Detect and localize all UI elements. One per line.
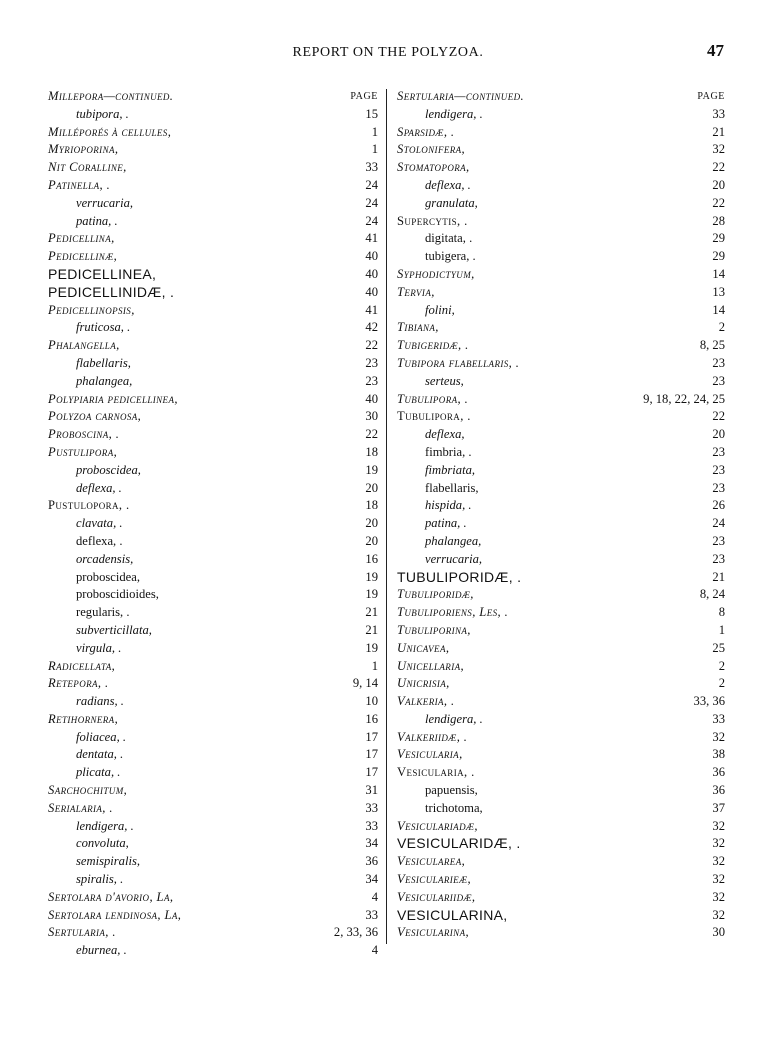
index-term: Pedicellina,: [48, 231, 118, 245]
page-refs: 32: [709, 729, 725, 747]
index-entry: [397, 782, 725, 800]
page-refs: 1: [369, 141, 378, 159]
index-term: Radicellata,: [48, 659, 118, 673]
page-refs: 8, 25: [697, 337, 725, 355]
index-term: Pustulipora,: [48, 445, 120, 459]
continued-heading: Millepora—continued.: [48, 89, 176, 103]
index-entry: [397, 230, 725, 248]
index-entry: [48, 622, 378, 640]
page-refs: 32: [709, 907, 725, 925]
index-term: clavata, .: [76, 516, 126, 530]
index-entry: [397, 213, 725, 231]
page-refs: 42: [362, 319, 378, 337]
index-term: lendigera, .: [425, 712, 486, 726]
index-term: proboscidea,: [76, 570, 143, 584]
index-term: Tubuliporiens, Les, .: [397, 605, 511, 619]
index-term: Unicrisia,: [397, 676, 453, 690]
index-term: convoluta,: [76, 836, 132, 850]
index-entry: [48, 586, 378, 604]
index-term: Tubigeridæ, .: [397, 338, 472, 352]
index-entry: [48, 693, 378, 711]
index-entry: [397, 124, 725, 142]
index-entry: [48, 319, 378, 337]
index-term: plicata, .: [76, 765, 123, 779]
index-entry: [397, 426, 725, 444]
index-term: proboscidioides,: [76, 587, 162, 601]
page-refs: 8, 24: [697, 586, 725, 604]
page-refs: 24: [709, 515, 725, 533]
index-entry: [397, 159, 725, 177]
page-refs: 4: [369, 942, 378, 960]
index-term: Supercytis, .: [397, 214, 471, 228]
index-entry: [397, 569, 725, 587]
page-refs: 1: [369, 124, 378, 142]
index-entry: [48, 462, 378, 480]
page-refs: 20: [362, 515, 378, 533]
index-term: flabellaris,: [425, 481, 482, 495]
index-term: Tibiana,: [397, 320, 442, 334]
index-term: Vesiculariidæ,: [397, 890, 478, 904]
index-entry: [48, 782, 378, 800]
index-entry: [48, 907, 378, 925]
page-refs: 23: [362, 355, 378, 373]
index-term: VESICULARINA,: [397, 907, 511, 923]
index-entry: [397, 729, 725, 747]
continued-heading: Sertularia—continued.: [397, 89, 527, 103]
index-term: PEDICELLINEA,: [48, 266, 159, 282]
index-entry: [397, 373, 725, 391]
index-term: serteus,: [425, 374, 467, 388]
index-term: Stolonifera,: [397, 142, 468, 156]
index-term: deflexa, .: [76, 481, 125, 495]
index-term: papuensis,: [425, 783, 481, 797]
index-column-left: [48, 88, 378, 960]
page-refs: 41: [362, 230, 378, 248]
index-term: Polypiaria pedicellinea,: [48, 392, 181, 406]
index-term: digitata, .: [425, 231, 475, 245]
index-entry: [397, 480, 725, 498]
index-entry: [397, 302, 725, 320]
page-refs: 2: [716, 658, 725, 676]
page-refs: 14: [709, 266, 725, 284]
index-term: TUBULIPORIDÆ, .: [397, 569, 524, 585]
page-refs: 21: [362, 622, 378, 640]
page-refs: 33: [709, 711, 725, 729]
index-entry: [397, 391, 725, 409]
page-refs: 10: [362, 693, 378, 711]
page-refs: 26: [709, 497, 725, 515]
index-term: Tubulipora, .: [397, 409, 474, 423]
page-refs: 41: [362, 302, 378, 320]
page-refs: 33: [709, 106, 725, 124]
index-entry: [48, 640, 378, 658]
page-refs: 29: [709, 230, 725, 248]
index-term: PEDICELLINIDÆ, .: [48, 284, 177, 300]
page-refs: 33: [362, 818, 378, 836]
index-entry: [48, 497, 378, 515]
index-entry: [48, 604, 378, 622]
index-term: virgula, .: [76, 641, 124, 655]
page-refs: 32: [709, 853, 725, 871]
index-entry: [48, 853, 378, 871]
page-refs: 24: [362, 213, 378, 231]
page-refs: 34: [362, 835, 378, 853]
index-term: Vesicularia, .: [397, 765, 478, 779]
index-term: tubigera, .: [425, 249, 479, 263]
index-term: Pedicellinæ,: [48, 249, 120, 263]
index-entry: [48, 124, 378, 142]
page-refs: 20: [709, 426, 725, 444]
index-term: semispiralis,: [76, 854, 143, 868]
page-refs: 28: [709, 213, 725, 231]
index-entry: [397, 408, 725, 426]
page-refs: 14: [709, 302, 725, 320]
index-term: deflexa, .: [425, 178, 474, 192]
index-term: VESICULARIDÆ, .: [397, 835, 524, 851]
index-entry: [48, 924, 378, 942]
index-term: Sertolara lendinosa, La,: [48, 908, 184, 922]
index-entry: [397, 871, 725, 889]
column-heading-row: [397, 88, 725, 106]
index-entry: [48, 675, 378, 693]
page-refs: 30: [709, 924, 725, 942]
index-entry: [48, 444, 378, 462]
page-refs: 13: [709, 284, 725, 302]
index-term: patina, .: [425, 516, 470, 530]
index-term: dentata, .: [76, 747, 126, 761]
index-term: Tubipora flabellaris, .: [397, 356, 522, 370]
index-entry: [48, 408, 378, 426]
index-entry: [397, 711, 725, 729]
index-term: Valkeria, .: [397, 694, 458, 708]
index-term: Myrioporina,: [48, 142, 121, 156]
page-refs: 4: [369, 889, 378, 907]
page-refs: 32: [709, 889, 725, 907]
index-column-right: [397, 88, 725, 942]
index-term: tubipora, .: [76, 107, 132, 121]
page-refs: 21: [709, 124, 725, 142]
index-term: Vesicularina,: [397, 925, 472, 939]
index-term: Polyzoa carnosa,: [48, 409, 144, 423]
index-entry: [397, 604, 725, 622]
index-entry: [48, 141, 378, 159]
index-entry: [48, 729, 378, 747]
index-term: deflexa, .: [76, 534, 126, 548]
index-term: fimbriata,: [425, 463, 478, 477]
index-entry: [48, 800, 378, 818]
index-entry: [397, 319, 725, 337]
page-refs: 37: [709, 800, 725, 818]
index-term: Sarchochitum,: [48, 783, 130, 797]
index-entry: [48, 889, 378, 907]
page-refs: 19: [362, 640, 378, 658]
index-entry: [48, 551, 378, 569]
index-term: radians, .: [76, 694, 127, 708]
page-refs: 25: [709, 640, 725, 658]
index-term: orcadensis,: [76, 552, 136, 566]
page-number: 47: [707, 41, 724, 60]
index-entry: [397, 853, 725, 871]
page-refs: 33: [362, 159, 378, 177]
page-refs: 32: [709, 818, 725, 836]
index-term: hispida, .: [425, 498, 475, 512]
index-term: Phalangella,: [48, 338, 123, 352]
page-refs: 40: [362, 391, 378, 409]
index-entry: [48, 230, 378, 248]
page-refs: 36: [709, 764, 725, 782]
index-term: Proboscina, .: [48, 427, 122, 441]
index-term: verrucaria,: [76, 196, 136, 210]
index-term: Stomatopora,: [397, 160, 473, 174]
index-entry: [48, 284, 378, 302]
index-entry: [397, 746, 725, 764]
page-refs: 1: [369, 658, 378, 676]
page-refs: 23: [362, 373, 378, 391]
index-term: Patinella, .: [48, 178, 113, 192]
index-entry: [48, 942, 378, 960]
running-title: REPORT ON THE POLYZOA.: [292, 45, 484, 60]
index-entry: [48, 515, 378, 533]
index-term: flabellaris,: [76, 356, 134, 370]
index-term: Vesicularia,: [397, 747, 466, 761]
page-header: [0, 41, 776, 67]
index-entry: [397, 497, 725, 515]
page-refs: 36: [709, 782, 725, 800]
index-entry: [48, 746, 378, 764]
index-entry: [397, 693, 725, 711]
page-refs: 36: [362, 853, 378, 871]
index-entries: [397, 106, 725, 942]
page-refs: 33, 36: [691, 693, 725, 711]
index-term: granulata,: [425, 196, 481, 210]
page-refs: 29: [709, 248, 725, 266]
index-entry: [397, 141, 725, 159]
page-refs: 31: [362, 782, 378, 800]
index-term: regularis, .: [76, 605, 133, 619]
index-entry: [48, 480, 378, 498]
index-term: verrucaria,: [425, 552, 485, 566]
index-term: folini,: [425, 303, 458, 317]
index-term: foliacea, .: [76, 730, 129, 744]
page-refs: 23: [709, 462, 725, 480]
index-term: Sertularia, .: [48, 925, 119, 939]
page-refs: 1: [716, 622, 725, 640]
page-refs: 8: [716, 604, 725, 622]
index-entry: [48, 337, 378, 355]
page-refs: 17: [362, 764, 378, 782]
index-entry: [397, 248, 725, 266]
index-entry: [397, 284, 725, 302]
page-column-label: PAGE: [694, 88, 725, 106]
index-term: subverticillata,: [76, 623, 155, 637]
index-entry: [397, 658, 725, 676]
index-entry: [48, 711, 378, 729]
index-entry: [48, 818, 378, 836]
index-term: eburnea, .: [76, 943, 130, 957]
index-term: phalangea,: [76, 374, 135, 388]
index-entries: [48, 106, 378, 960]
index-term: fimbria, .: [425, 445, 475, 459]
page-refs: 2, 33, 36: [331, 924, 378, 942]
index-entry: [397, 924, 725, 942]
index-entry: [48, 106, 378, 124]
index-entry: [48, 658, 378, 676]
page-refs: 20: [709, 177, 725, 195]
page-refs: 9, 18, 22, 24, 25: [640, 391, 725, 409]
index-entry: [397, 444, 725, 462]
index-term: trichotoma,: [425, 801, 486, 815]
page-column-label: PAGE: [347, 88, 378, 106]
index-entry: [48, 569, 378, 587]
page-refs: 20: [362, 533, 378, 551]
page-refs: 24: [362, 195, 378, 213]
index-term: proboscidea,: [76, 463, 144, 477]
index-term: Sertolara d'avorio, La,: [48, 890, 176, 904]
index-entry: [48, 266, 378, 284]
index-term: Nit Coralline,: [48, 160, 130, 174]
index-entry: [48, 764, 378, 782]
index-entry: [48, 373, 378, 391]
page-refs: 32: [709, 141, 725, 159]
index-term: Valkeriidæ, .: [397, 730, 470, 744]
index-entry: [397, 764, 725, 782]
page-refs: 30: [362, 408, 378, 426]
page-refs: 21: [709, 569, 725, 587]
index-entry: [48, 213, 378, 231]
page-refs: 32: [709, 835, 725, 853]
index-entry: [48, 159, 378, 177]
page-refs: 22: [709, 408, 725, 426]
index-entry: [397, 551, 725, 569]
index-entry: [48, 533, 378, 551]
index-term: lendigera, .: [76, 819, 137, 833]
page-refs: 18: [362, 497, 378, 515]
index-entry: [397, 337, 725, 355]
page-refs: 23: [709, 444, 725, 462]
page-refs: 22: [709, 195, 725, 213]
index-entry: [48, 195, 378, 213]
index-term: Serialaria, .: [48, 801, 116, 815]
index-term: deflexa,: [425, 427, 468, 441]
page-refs: 34: [362, 871, 378, 889]
page-refs: 23: [709, 551, 725, 569]
page-refs: 40: [362, 284, 378, 302]
index-term: lendigera, .: [425, 107, 486, 121]
index-entry: [48, 302, 378, 320]
page-refs: 19: [362, 586, 378, 604]
index-entry: [48, 835, 378, 853]
index-term: Milléporés à cellules,: [48, 125, 174, 139]
index-entry: [397, 835, 725, 853]
page-refs: 23: [709, 533, 725, 551]
index-entry: [397, 106, 725, 124]
page-refs: 24: [362, 177, 378, 195]
page-refs: 18: [362, 444, 378, 462]
page-refs: 32: [709, 871, 725, 889]
page-refs: 9, 14: [350, 675, 378, 693]
page-refs: 22: [709, 159, 725, 177]
index-term: Sparsidæ, .: [397, 125, 457, 139]
page-refs: 16: [362, 711, 378, 729]
page-refs: 40: [362, 248, 378, 266]
index-entry: [48, 248, 378, 266]
page-refs: 38: [709, 746, 725, 764]
page-refs: 15: [362, 106, 378, 124]
page-refs: 22: [362, 337, 378, 355]
index-term: patina, .: [76, 214, 121, 228]
index-entry: [397, 515, 725, 533]
page-refs: 33: [362, 907, 378, 925]
index-term: Syphodictyum,: [397, 267, 478, 281]
index-term: Retihornera,: [48, 712, 121, 726]
page-refs: 17: [362, 729, 378, 747]
page-refs: 2: [716, 319, 725, 337]
index-term: Tervia,: [397, 285, 438, 299]
index-term: Tubuliporina,: [397, 623, 474, 637]
page-refs: 19: [362, 462, 378, 480]
page-refs: 21: [362, 604, 378, 622]
index-term: Vesiculariadæ,: [397, 819, 481, 833]
column-divider: [386, 89, 387, 944]
index-term: spiralis, .: [76, 872, 126, 886]
index-entry: [397, 889, 725, 907]
index-entry: [397, 462, 725, 480]
page-refs: 40: [362, 266, 378, 284]
index-term: Tubulipora, .: [397, 392, 471, 406]
page-refs: 33: [362, 800, 378, 818]
index-entry: [397, 533, 725, 551]
index-entry: [397, 675, 725, 693]
page-refs: 23: [709, 373, 725, 391]
index-entry: [397, 800, 725, 818]
column-heading-row: [48, 88, 378, 106]
index-entry: [397, 622, 725, 640]
index-entry: [397, 818, 725, 836]
page-refs: 23: [709, 480, 725, 498]
index-term: Pedicellinopsis,: [48, 303, 138, 317]
page-refs: 20: [362, 480, 378, 498]
page-refs: 2: [716, 675, 725, 693]
index-entry: [48, 177, 378, 195]
page-refs: 22: [362, 426, 378, 444]
index-entry: [397, 177, 725, 195]
index-entry: [48, 355, 378, 373]
index-entry: [397, 586, 725, 604]
page-refs: 23: [709, 355, 725, 373]
index-term: Vesicularieæ,: [397, 872, 474, 886]
index-term: Unicavea,: [397, 641, 452, 655]
index-entry: [397, 266, 725, 284]
index-term: Tubuliporidæ,: [397, 587, 477, 601]
index-term: Vesicularea,: [397, 854, 468, 868]
index-term: fruticosa, .: [76, 320, 133, 334]
index-entry: [48, 391, 378, 409]
page-refs: 16: [362, 551, 378, 569]
index-entry: [48, 871, 378, 889]
index-entry: [397, 355, 725, 373]
index-term: phalangea,: [425, 534, 484, 548]
page-refs: 17: [362, 746, 378, 764]
index-entry: [48, 426, 378, 444]
index-term: Unicellaria,: [397, 659, 467, 673]
index-term: Pustulopora, .: [48, 498, 133, 512]
index-entry: [397, 195, 725, 213]
page-refs: 19: [362, 569, 378, 587]
index-entry: [397, 640, 725, 658]
index-term: Retepora, .: [48, 676, 112, 690]
index-entry: [397, 907, 725, 925]
